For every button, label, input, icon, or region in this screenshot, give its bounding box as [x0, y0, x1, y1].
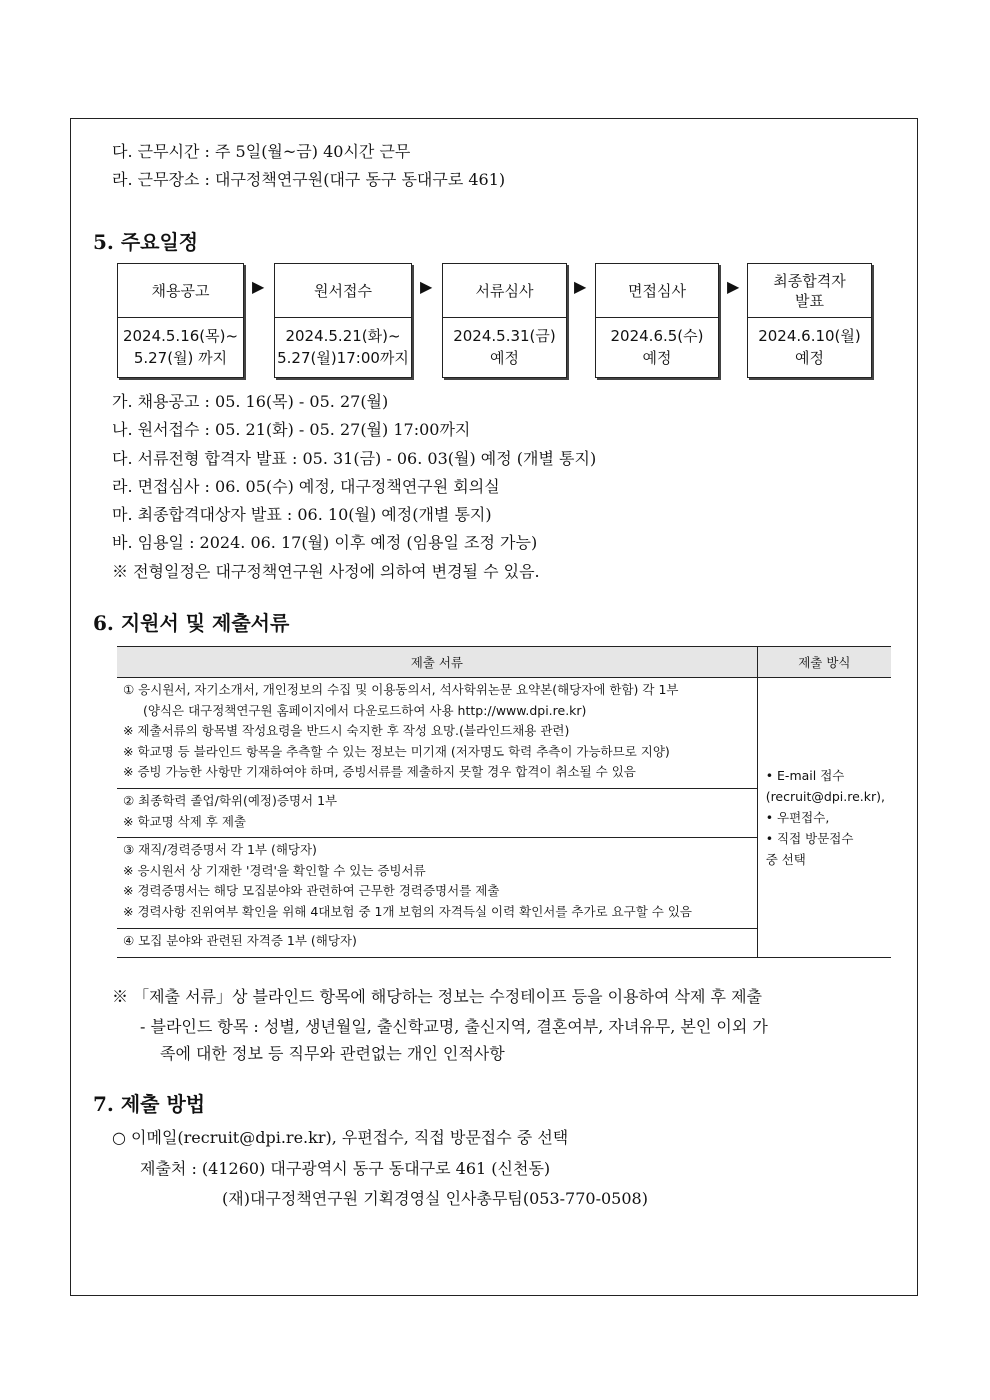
- schedule-box-2: [274, 263, 412, 378]
- doc-line: ※ 경력증명서는 해당 모집분야와 관련하여 근무한 경력증명서를 제출: [123, 883, 500, 898]
- table-row: [117, 678, 891, 789]
- submission-office: (재)대구정책연구원 기획경영실 인사총무팀(053-770-0508): [222, 1189, 648, 1208]
- arrow-icon: ▶: [420, 277, 433, 296]
- submission-way: ○ 이메일(recruit@dpi.re.kr), 우편접수, 직접 방문접수 중 선택: [112, 1128, 569, 1147]
- blind-items: - 블라인드 항목 : 성별, 생년월일, 출신학교명, 출신지역, 결혼여부, 자녀유무, 본인 이외 가: [140, 1017, 768, 1036]
- section5-title: 5. 주요일정: [93, 230, 199, 254]
- schedule-step-date: 2024.5.16(목)~ 5.27(월) 까지: [122, 327, 239, 367]
- doc-line: ※ 증빙 가능한 사항만 기재하여야 하며, 증빙서류를 제출하지 못할 경우 합격이 취소될 수 있음: [123, 764, 636, 779]
- blind-items-cont: 족에 대한 정보 등 직무와 관련없는 개인 인적사항: [160, 1044, 505, 1063]
- schedule-box-3: [442, 263, 567, 378]
- schedule-item-1: 가. 채용공고 : 05. 16(목) - 05. 27(월): [112, 392, 389, 411]
- submission-method: [757, 678, 891, 958]
- method-line: • 우편접수,: [765, 810, 830, 825]
- arrow-icon: ▶: [574, 277, 587, 296]
- work-place: 라. 근무장소 : 대구정책연구원(대구 동구 동대구로 461): [112, 170, 506, 189]
- schedule-note: ※ 전형일정은 대구정책연구원 사정에 의하여 변경될 수 있음.: [112, 562, 540, 581]
- schedule-item-2: 나. 원서접수 : 05. 21(화) - 05. 27(월) 17:00까지: [112, 420, 471, 439]
- documents-table: [117, 646, 891, 958]
- doc-line: ※ 응시원서 상 기재한 '경력'을 확인할 수 있는 증빙서류: [123, 862, 426, 878]
- schedule-box-4: [595, 263, 719, 378]
- schedule-box-1: [117, 263, 244, 378]
- schedule-step-date: 2024.6.10(월) 예정: [758, 327, 861, 367]
- blind-note: ※ 「제출 서류」상 블라인드 항목에 해당하는 정보는 수정테이프 등을 이용하여 삭제 후 제출: [112, 987, 762, 1006]
- doc-line: ※ 제출서류의 항목별 작성요령을 반드시 숙지한 후 작성 요망.(블라인드채용 관련): [123, 723, 570, 738]
- section7-title: 7. 제출 방법: [93, 1092, 206, 1116]
- doc-line: ④ 모집 분야와 관련된 자격증 1부 (해당자): [123, 933, 357, 948]
- schedule-step-name: 최종합격자 발표: [748, 264, 871, 318]
- schedule-item-6: 바. 임용일 : 2024. 06. 17(월) 이후 예정 (임용일 조정 가능): [112, 533, 538, 552]
- method-line: (recruit@dpi.re.kr),: [765, 789, 885, 804]
- method-line: 중 선택: [765, 852, 806, 867]
- method-line: • 직접 방문접수: [765, 831, 854, 846]
- doc-line: ③ 재직/경력증명서 각 1부 (해당자): [123, 842, 317, 857]
- work-hours: 다. 근무시간 : 주 5일(월~금) 40시간 근무: [112, 142, 411, 161]
- arrow-icon: ▶: [727, 277, 740, 296]
- schedule-step-name: 서류심사: [443, 264, 566, 318]
- doc-line: ② 최종학력 졸업/학위(예정)증명서 1부: [123, 793, 338, 808]
- doc-line: ※ 학교명 삭제 후 제출: [123, 813, 246, 829]
- doc-line: ① 응시원서, 자기소개서, 개인정보의 수집 및 이용동의서, 석사학위논문 요약본(해당자에 한함) 각 1부: [123, 682, 679, 697]
- submission-address: 제출처 : (41260) 대구광역시 동구 동대구로 461 (신천동): [140, 1159, 551, 1178]
- schedule-box-5: [747, 263, 872, 378]
- doc-line: ※ 학교명 등 블라인드 항목을 추측할 수 있는 정보는 미기재 (저자명도 학력 추측이 가능하므로 지양): [123, 743, 670, 759]
- schedule-step-date: 2024.6.5(수) 예정: [610, 327, 704, 367]
- schedule-step-name: 원서접수: [275, 264, 411, 318]
- arrow-icon: ▶: [252, 277, 265, 296]
- schedule-item-5: 마. 최종합격대상자 발표 : 06. 10(월) 예정(개별 통지): [112, 505, 492, 524]
- schedule-step-date: 2024.5.31(금) 예정: [453, 327, 556, 367]
- doc-line: (양식은 대구정책연구원 홈페이지에서 다운로드하여 사용 http://www.dpi.re.kr): [143, 702, 587, 718]
- section6-title: 6. 지원서 및 제출서류: [93, 611, 290, 635]
- doc-line: ※ 경력사항 진위여부 확인을 위해 4대보험 중 1개 보험의 자격득실 이력 확인서를 추가로 요구할 수 있음: [123, 903, 692, 919]
- header-documents: 제출 서류: [117, 647, 757, 678]
- schedule-step-name: 면접심사: [596, 264, 718, 318]
- header-method: 제출 방식: [757, 647, 891, 678]
- schedule-item-3: 다. 서류전형 합격자 발표 : 05. 31(금) - 06. 03(월) 예정 (개별 통지): [112, 449, 597, 468]
- method-line: • E-mail 접수: [765, 768, 845, 783]
- schedule-step-date: 2024.5.21(화)~ 5.27(월)17:00까지: [277, 327, 409, 367]
- schedule-step-name: 채용공고: [118, 264, 243, 318]
- schedule-item-4: 라. 면접심사 : 06. 05(수) 예정, 대구정책연구원 회의실: [112, 477, 500, 496]
